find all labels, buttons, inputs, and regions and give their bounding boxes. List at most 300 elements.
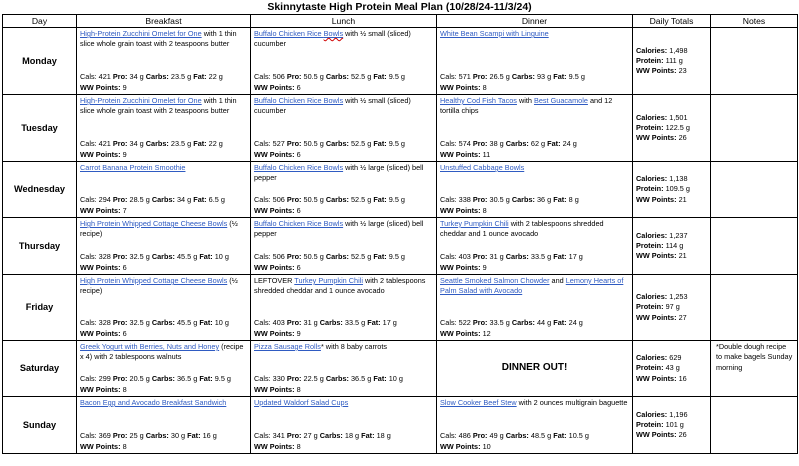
total-protein: 109.5 g <box>665 184 690 194</box>
dinner-cell <box>437 95 633 162</box>
carbs-label: Carbs: <box>319 318 343 328</box>
dinner-cals: 486 <box>458 431 471 441</box>
breakfast-cell <box>77 218 251 275</box>
page-title: Skinnytaste High Protein Meal Plan (10/28/24-11/3/24) <box>267 1 532 13</box>
breakfast-fat: 22 g <box>208 72 223 82</box>
calories-label: Calories: <box>636 292 668 302</box>
ww-label: WW Points: <box>636 133 677 143</box>
cals-label: Cals: <box>254 374 271 384</box>
dinner-pro: 38 g <box>489 139 504 149</box>
dinner-cals: 403 <box>458 252 471 262</box>
cals-label: Cals: <box>80 139 97 149</box>
dinner-nutrition <box>440 195 629 216</box>
breakfast-cals: 328 <box>98 318 111 328</box>
ww-label: WW Points: <box>440 441 481 451</box>
lunch-pro: 22.5 g <box>303 374 324 384</box>
dinner-nutrition <box>440 72 629 93</box>
dinner-extra: with 2 tablespoons shredded cheddar and 1 ounce avocado <box>440 219 604 239</box>
dinner-carbs: 48.5 g <box>530 431 552 441</box>
lunch-fat: 10 g <box>388 374 403 384</box>
daily-totals-cell <box>633 341 711 397</box>
carbs-label: Carbs: <box>151 318 175 328</box>
lunch-pro: 50.5 g <box>303 252 324 262</box>
total-ww-points: 26 <box>678 133 687 143</box>
breakfast-description <box>80 163 247 173</box>
breakfast-recipe-link[interactable]: High Protein Whipped Cottage Cheese Bowls <box>80 276 228 285</box>
notes-cell <box>711 275 798 341</box>
notes-cell <box>711 95 798 162</box>
notes-cell: *Double dough recipe to make bagels Sunday morning <box>711 341 798 397</box>
pro-label: Pro: <box>472 72 488 82</box>
lunch-extra: * with 8 baby carrots <box>320 342 388 351</box>
breakfast-pro: 25 g <box>129 431 144 441</box>
dinner-pro: 30.5 g <box>489 195 510 205</box>
dinner-recipe-link[interactable]: Healthy Cod Fish Tacos <box>440 96 517 105</box>
breakfast-cals: 421 <box>98 72 111 82</box>
breakfast-nutrition <box>80 72 247 93</box>
total-ww-points: 27 <box>678 312 687 322</box>
lunch-pro: 50.5 g <box>303 139 324 149</box>
total-calories: 629 <box>669 353 682 363</box>
breakfast-cell <box>77 28 251 95</box>
lunch-recipe-link[interactable]: Turkey Pumpkin Chili <box>294 276 363 285</box>
breakfast-nutrition <box>80 374 247 395</box>
ww-label: WW Points: <box>80 262 121 272</box>
breakfast-ww: 6 <box>122 262 127 272</box>
cals-label: Cals: <box>440 318 457 328</box>
breakfast-pro: 34 g <box>129 72 144 82</box>
lunch-ww: 8 <box>296 441 301 451</box>
fat-label: Fat: <box>553 195 567 205</box>
day-row <box>3 341 798 397</box>
dinner-recipe-link[interactable]: White Bean Scampi with Linguine <box>440 29 549 38</box>
breakfast-pro: 32.5 g <box>129 318 150 328</box>
lunch-cals: 506 <box>272 195 285 205</box>
dinner-ww: 8 <box>482 82 487 92</box>
dinner-fat: 24 g <box>562 139 577 149</box>
cals-label: Cals: <box>80 431 97 441</box>
dinner-ww: 12 <box>482 328 491 338</box>
fat-label: Fat: <box>193 195 207 205</box>
pro-label: Pro: <box>112 139 128 149</box>
dinner-fat: 8 g <box>568 195 579 205</box>
fat-label: Fat: <box>373 374 387 384</box>
breakfast-recipe-link[interactable]: Carrot Banana Protein Smoothie <box>80 163 186 172</box>
ww-label: WW Points: <box>636 373 677 383</box>
breakfast-extra: with 1 thin slice whole grain toast with 2 teaspoons butter <box>80 29 237 49</box>
pro-label: Pro: <box>472 252 488 262</box>
total-protein: 122.5 g <box>665 122 690 132</box>
total-calories: 1,501 <box>669 112 688 122</box>
notes-cell <box>711 162 798 218</box>
ww-label: WW Points: <box>254 205 295 215</box>
breakfast-carbs: 23.5 g <box>170 72 192 82</box>
total-ww-points: 26 <box>678 430 687 440</box>
breakfast-extra: with 1 thin slice whole grain toast with 2 teaspoons butter <box>80 96 237 116</box>
daily-totals-cell <box>633 28 711 95</box>
dinner-ww: 11 <box>482 149 491 159</box>
cals-label: Cals: <box>80 72 97 82</box>
breakfast-recipe-link[interactable]: High Protein Whipped Cottage Cheese Bowls <box>80 219 228 228</box>
lunch-ww: 8 <box>296 384 301 394</box>
breakfast-recipe-link[interactable]: Bacon Egg and Avocado Breakfast Sandwich <box>80 398 227 407</box>
carbs-label: Carbs: <box>145 72 169 82</box>
total-ww-points: 23 <box>678 66 687 76</box>
total-protein: 43 g <box>665 363 680 373</box>
dinner-description <box>440 219 629 240</box>
day-name: Saturday <box>3 341 77 397</box>
carbs-label: Carbs: <box>325 252 349 262</box>
day-name: Tuesday <box>3 95 77 162</box>
carbs-label: Carbs: <box>151 374 175 384</box>
dinner-connector: and <box>549 276 566 285</box>
breakfast-fat: 6.5 g <box>208 195 225 205</box>
cals-label: Cals: <box>440 139 457 149</box>
ww-label: WW Points: <box>440 328 481 338</box>
ww-label: WW Points: <box>80 384 121 394</box>
total-calories: 1,253 <box>669 292 688 302</box>
lunch-extra: with ½ large (sliced) bell pepper <box>254 163 424 183</box>
lunch-description <box>254 398 433 408</box>
ww-label: WW Points: <box>80 205 121 215</box>
breakfast-cell <box>77 95 251 162</box>
notes-cell <box>711 397 798 454</box>
day-row <box>3 28 798 95</box>
pro-label: Pro: <box>472 431 488 441</box>
dinner-recipe-link[interactable]: Unstuffed Cabbage Bowls <box>440 163 525 172</box>
day-row <box>3 95 798 162</box>
lunch-recipe-link[interactable]: Buffalo Chicken Rice Bowls <box>254 163 344 172</box>
lunch-ww: 6 <box>296 82 301 92</box>
lunch-extra: with ½ large (sliced) bell pepper <box>254 219 424 239</box>
dinner-connector: with <box>516 96 534 105</box>
breakfast-carbs: 36.5 g <box>177 374 198 384</box>
lunch-nutrition <box>254 252 433 273</box>
ww-label: WW Points: <box>254 262 295 272</box>
total-ww-points: 21 <box>678 194 687 204</box>
lunch-cell <box>251 162 437 218</box>
lunch-cals: 506 <box>272 72 285 82</box>
breakfast-ww: 6 <box>122 328 127 338</box>
day-name: Thursday <box>3 218 77 275</box>
lunch-fat: 18 g <box>376 431 391 441</box>
notes-cell <box>711 218 798 275</box>
dinner-out-cell: DINNER OUT! <box>437 341 633 397</box>
lunch-recipe-link[interactable]: Buffalo Chicken Rice Bowls <box>254 29 344 38</box>
breakfast-carbs: 23.5 g <box>170 139 192 149</box>
dinner-pro: 26.5 g <box>489 72 510 82</box>
dinner-ww: 8 <box>482 205 487 215</box>
breakfast-description <box>80 342 247 363</box>
pro-label: Pro: <box>112 374 128 384</box>
fat-label: Fat: <box>373 252 387 262</box>
pro-label: Pro: <box>112 318 128 328</box>
dinner-description <box>440 163 629 173</box>
dinner-recipe-link[interactable]: Seattle Smoked Salmon Chowder <box>440 276 550 285</box>
day-name: Sunday <box>3 397 77 454</box>
dinner-carbs: 36 g <box>537 195 552 205</box>
dinner-recipe-link-2[interactable]: Best Guacamole <box>533 96 588 105</box>
cals-label: Cals: <box>254 431 271 441</box>
lunch-prefix: LEFTOVER <box>254 276 295 285</box>
breakfast-cals: 421 <box>98 139 111 149</box>
fat-label: Fat: <box>553 252 567 262</box>
breakfast-carbs: 45.5 g <box>177 318 198 328</box>
carbs-label: Carbs: <box>325 72 349 82</box>
meal-plan-table <box>2 14 798 454</box>
lunch-cell <box>251 397 437 454</box>
breakfast-extra: (½ recipe) <box>80 219 238 239</box>
lunch-cell <box>251 28 437 95</box>
breakfast-cals: 328 <box>98 252 111 262</box>
lunch-cals: 341 <box>272 431 285 441</box>
dinner-recipe-link[interactable]: Turkey Pumpkin Chili <box>440 219 509 228</box>
lunch-cell <box>251 275 437 341</box>
breakfast-recipe-link[interactable]: High-Protein Zucchini Omelet for One <box>80 96 202 105</box>
lunch-pro: 31 g <box>303 318 318 328</box>
pro-label: Pro: <box>286 139 302 149</box>
carbs-label: Carbs: <box>145 431 169 441</box>
calories-label: Calories: <box>636 45 668 55</box>
carbs-label: Carbs: <box>511 195 535 205</box>
lunch-recipe-link[interactable]: Buffalo Chicken Rice Bowls <box>254 219 344 228</box>
lunch-ww: 6 <box>296 262 301 272</box>
ww-label: WW Points: <box>80 328 121 338</box>
cals-label: Cals: <box>80 195 97 205</box>
fat-label: Fat: <box>373 139 387 149</box>
cals-label: Cals: <box>440 252 457 262</box>
breakfast-ww: 8 <box>122 441 127 451</box>
dinner-cals: 338 <box>458 195 471 205</box>
ww-label: WW Points: <box>636 430 677 440</box>
dinner-nutrition <box>440 318 629 339</box>
ww-label: WW Points: <box>636 194 677 204</box>
lunch-recipe-link[interactable]: Updated Waldorf Salad Cups <box>254 398 349 407</box>
breakfast-pro: 34 g <box>129 139 144 149</box>
dinner-extra: and 12 tortilla chips <box>440 96 613 116</box>
ww-label: WW Points: <box>440 82 481 92</box>
lunch-ww: 6 <box>296 149 301 159</box>
pro-label: Pro: <box>286 252 302 262</box>
lunch-cell <box>251 95 437 162</box>
dinner-recipe-link[interactable]: Slow Cooker Beef Stew <box>440 398 517 407</box>
dinner-ww: 10 <box>482 441 491 451</box>
breakfast-fat: 10 g <box>214 252 229 262</box>
fat-label: Fat: <box>199 252 213 262</box>
lunch-ww: 9 <box>296 328 301 338</box>
breakfast-fat: 9.5 g <box>214 374 231 384</box>
breakfast-nutrition <box>80 431 247 452</box>
breakfast-nutrition <box>80 195 247 216</box>
breakfast-description <box>80 96 247 117</box>
pro-label: Pro: <box>472 318 488 328</box>
lunch-nutrition <box>254 72 433 93</box>
header-notes: Notes <box>711 15 798 28</box>
calories-label: Calories: <box>636 174 668 184</box>
breakfast-fat: 10 g <box>214 318 229 328</box>
lunch-fat: 17 g <box>382 318 397 328</box>
ww-label: WW Points: <box>636 312 677 322</box>
header-daily-totals: Daily Totals <box>633 15 711 28</box>
dinner-fat: 10.5 g <box>568 431 589 441</box>
daily-totals-cell <box>633 275 711 341</box>
dinner-cell <box>437 162 633 218</box>
breakfast-recipe-link[interactable]: High-Protein Zucchini Omelet for One <box>80 29 202 38</box>
pro-label: Pro: <box>112 195 128 205</box>
ww-label: WW Points: <box>440 205 481 215</box>
cals-label: Cals: <box>254 318 271 328</box>
cals-label: Cals: <box>440 431 457 441</box>
carbs-label: Carbs: <box>319 431 343 441</box>
dinner-pro: 33.5 g <box>489 318 510 328</box>
dinner-cals: 574 <box>458 139 471 149</box>
day-row <box>3 397 798 454</box>
dinner-pro: 31 g <box>489 252 504 262</box>
fat-label: Fat: <box>193 139 207 149</box>
breakfast-description <box>80 29 247 50</box>
ww-label: WW Points: <box>254 328 295 338</box>
carbs-label: Carbs: <box>325 374 349 384</box>
dinner-carbs: 33.5 g <box>530 252 552 262</box>
breakfast-extra: (recipe x 4) with 2 tablespoons walnuts <box>80 342 244 362</box>
total-ww-points: 21 <box>678 251 687 261</box>
day-name: Wednesday <box>3 162 77 218</box>
lunch-ww: 6 <box>296 205 301 215</box>
breakfast-cell <box>77 275 251 341</box>
cals-label: Cals: <box>254 252 271 262</box>
lunch-extra: with ½ small (sliced) cucumber <box>254 29 411 49</box>
calories-label: Calories: <box>636 409 668 419</box>
dinner-carbs: 62 g <box>530 139 546 149</box>
spellcheck-word: Bowls <box>323 29 344 38</box>
ww-label: WW Points: <box>80 441 121 451</box>
lunch-carbs: 52.5 g <box>351 72 372 82</box>
lunch-nutrition <box>254 139 433 160</box>
carbs-label: Carbs: <box>325 195 349 205</box>
protein-label: Protein: <box>636 55 664 65</box>
lunch-nutrition <box>254 318 433 339</box>
dinner-description <box>440 96 629 117</box>
lunch-nutrition <box>254 195 433 216</box>
lunch-nutrition <box>254 431 433 452</box>
lunch-fat: 9.5 g <box>388 139 405 149</box>
ww-label: WW Points: <box>636 251 677 261</box>
lunch-description <box>254 29 433 50</box>
pro-label: Pro: <box>286 318 302 328</box>
cals-label: Cals: <box>440 72 457 82</box>
breakfast-carbs: 34 g <box>177 195 192 205</box>
fat-label: Fat: <box>553 72 567 82</box>
daily-totals-cell <box>633 95 711 162</box>
breakfast-recipe-link[interactable]: Greek Yogurt with Berries, Nuts and Honey <box>80 342 220 351</box>
protein-label: Protein: <box>636 184 664 194</box>
cals-label: Cals: <box>254 195 271 205</box>
cals-label: Cals: <box>80 252 97 262</box>
lunch-fat: 9.5 g <box>388 195 405 205</box>
dinner-pro: 49 g <box>489 431 504 441</box>
lunch-cals: 527 <box>272 139 285 149</box>
lunch-carbs: 52.5 g <box>351 252 372 262</box>
pro-label: Pro: <box>286 374 302 384</box>
day-name: Monday <box>3 28 77 95</box>
total-protein: 101 g <box>665 419 684 429</box>
dinner-fat: 9.5 g <box>568 72 585 82</box>
breakfast-nutrition <box>80 139 247 160</box>
breakfast-pro: 32.5 g <box>129 252 150 262</box>
fat-label: Fat: <box>199 318 213 328</box>
ww-label: WW Points: <box>254 384 295 394</box>
carbs-label: Carbs: <box>511 318 535 328</box>
cals-label: Cals: <box>80 374 97 384</box>
dinner-description <box>440 398 629 408</box>
lunch-description <box>254 96 433 117</box>
lunch-carbs: 33.5 g <box>344 318 366 328</box>
dinner-ww: 9 <box>482 262 487 272</box>
lunch-pro: 50.5 g <box>303 72 324 82</box>
dinner-cals: 571 <box>458 72 471 82</box>
calories-label: Calories: <box>636 112 668 122</box>
pro-label: Pro: <box>112 72 128 82</box>
dinner-cals: 522 <box>458 318 471 328</box>
lunch-cell <box>251 341 437 397</box>
breakfast-cell <box>77 162 251 218</box>
carbs-label: Carbs: <box>151 195 175 205</box>
fat-label: Fat: <box>367 318 381 328</box>
lunch-recipe-link[interactable]: Buffalo Chicken Rice Bowls <box>254 96 344 105</box>
calories-label: Calories: <box>636 353 668 363</box>
ww-label: WW Points: <box>254 149 295 159</box>
header-breakfast: Breakfast <box>77 15 251 28</box>
carbs-label: Carbs: <box>325 139 349 149</box>
protein-label: Protein: <box>636 240 664 250</box>
ww-label: WW Points: <box>80 82 121 92</box>
fat-label: Fat: <box>553 318 567 328</box>
lunch-carbs: 52.5 g <box>351 195 372 205</box>
lunch-cell <box>251 218 437 275</box>
ww-label: WW Points: <box>440 149 481 159</box>
cals-label: Cals: <box>440 195 457 205</box>
pro-label: Pro: <box>472 139 488 149</box>
breakfast-description <box>80 276 247 297</box>
lunch-carbs: 18 g <box>344 431 360 441</box>
dinner-recipe-link-2[interactable]: Lemony Hearts of Palm Salad with Avocado <box>440 276 624 296</box>
breakfast-fat: 22 g <box>208 139 223 149</box>
fat-label: Fat: <box>373 72 387 82</box>
lunch-recipe-link[interactable]: Pizza Sausage Rolls <box>254 342 321 351</box>
daily-totals-cell <box>633 218 711 275</box>
fat-label: Fat: <box>199 374 213 384</box>
breakfast-ww: 9 <box>122 149 127 159</box>
daily-totals-cell <box>633 162 711 218</box>
total-calories: 1,498 <box>669 45 688 55</box>
breakfast-nutrition <box>80 252 247 273</box>
ww-label: WW Points: <box>80 149 121 159</box>
lunch-cals: 330 <box>272 374 285 384</box>
carbs-label: Carbs: <box>145 139 169 149</box>
total-protein: 114 g <box>665 240 684 250</box>
header-dinner: Dinner <box>437 15 633 28</box>
dinner-nutrition <box>440 139 629 160</box>
notes-cell <box>711 28 798 95</box>
lunch-cals: 506 <box>272 252 285 262</box>
calories-label: Calories: <box>636 230 668 240</box>
breakfast-description <box>80 398 247 408</box>
lunch-description <box>254 163 433 184</box>
header-lunch: Lunch <box>251 15 437 28</box>
lunch-fat: 9.5 g <box>388 252 405 262</box>
pro-label: Pro: <box>286 72 302 82</box>
ww-label: WW Points: <box>636 66 677 76</box>
